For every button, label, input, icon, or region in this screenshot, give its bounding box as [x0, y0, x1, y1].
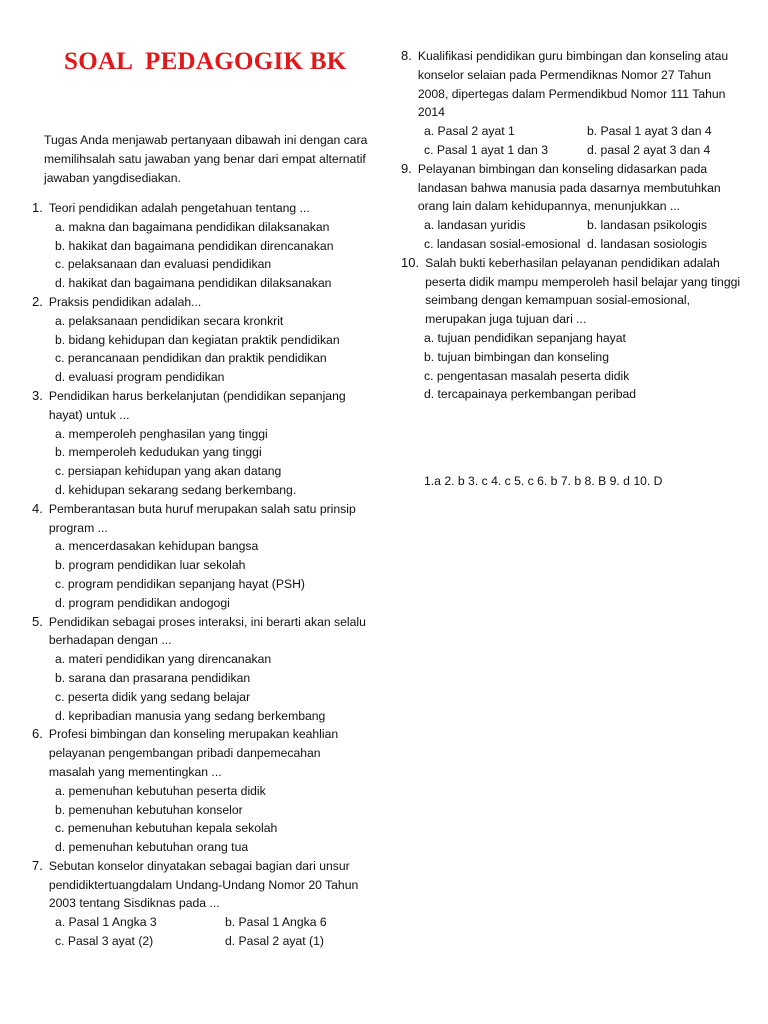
answer-option: d. tercapainaya perkembangan peribad: [424, 387, 637, 402]
answer-options: [32, 650, 367, 725]
question-text: Pelayanan bimbingan dan konseling didasarkan pada landasan bahwa manusia pada dasarnya membutuhkan orang lain dalam kehidupannya, menunjukkan ...: [417, 161, 721, 214]
question-text: Pendidikan sebagai proses interaksi, ini berarti akan selalu berhadapan dengan ...: [48, 614, 366, 648]
answer-options: [32, 913, 367, 951]
answer-option: b. landasan psikologis: [587, 218, 707, 233]
question-text: Kualifikasi pendidikan guru bimbingan dan konseling atau konselor selaian pada Permendiknas Nomor 27 Tahun 2008, dipertegas dalam Permendikbud Nomor 111 Tahun 2014: [417, 49, 729, 120]
question-number: 4.: [32, 500, 43, 516]
questions-left-column: [32, 199, 367, 951]
question-text: Praksis pendidikan adalah...: [48, 294, 202, 309]
answer-option: a. Pasal 2 ayat 1: [424, 124, 515, 139]
answer-option: a. tujuan pendidikan sepanjang hayat: [424, 330, 626, 345]
questions-right-column: [401, 47, 741, 404]
answer-option: c. perancanaan pendidikan dan praktik pendidikan: [55, 351, 327, 366]
answer-option: d. landasan sosiologis: [587, 236, 707, 251]
answer-options: [401, 329, 741, 404]
answer-options: [32, 312, 367, 387]
question-number: 7.: [32, 857, 43, 873]
question-number: 5.: [32, 613, 43, 629]
answer-option: c. peserta didik yang sedang belajar: [55, 689, 251, 704]
answer-option: c. persiapan kehidupan yang akan datang: [55, 464, 282, 479]
question-number: 10.: [401, 254, 420, 270]
question-number: 1.: [32, 200, 43, 215]
answer-options: [32, 218, 367, 293]
answer-option: b. bidang kehidupan dan kegiatan praktik pendidikan: [55, 332, 340, 347]
question-7: [32, 857, 367, 951]
answer-option: b. sarana dan prasarana pendidikan: [55, 670, 251, 685]
answer-option: a. mencerdasakan kehidupan bangsa: [55, 539, 259, 554]
answer-option: d. program pendidikan andogogi: [55, 595, 230, 610]
answer-option: c. landasan sosial-emosional: [424, 236, 581, 251]
answer-options: [32, 425, 367, 500]
question-text: Teori pendidikan adalah pengetahuan tentang ...: [48, 201, 310, 215]
question-1: [32, 199, 367, 293]
answer-option: b. tujuan bimbingan dan konseling: [424, 349, 609, 364]
answer-option: c. pengentasan masalah peserta didik: [424, 368, 630, 383]
question-number: 3.: [32, 387, 43, 403]
question-number: 2.: [32, 293, 43, 309]
question-5: [32, 613, 367, 726]
answer-option: b. hakikat dan bagaimana pendidikan direncanakan: [55, 238, 334, 253]
question-6: [32, 725, 367, 857]
answer-option: c. pelaksanaan dan evaluasi pendidikan: [55, 257, 272, 272]
instructions: Tugas Anda menjawab pertanyaan dibawah ini dengan cara memilihsalah satu jawaban yang benar dari empat alternatif jawaban yangdisediakan.: [44, 133, 368, 185]
answer-option: c. Pasal 3 ayat (2): [55, 934, 154, 949]
question-3: [32, 387, 367, 500]
answer-option: d. evaluasi program pendidikan: [55, 370, 225, 385]
answer-option: b. memperoleh kedudukan yang tinggi: [55, 445, 262, 460]
question-2: [32, 293, 367, 387]
answer-option: b. Pasal 1 Angka 6: [225, 915, 327, 930]
answer-option: d. pasal 2 ayat 3 dan 4: [587, 142, 711, 157]
question-text: Profesi bimbingan dan konseling merupakan keahlian pelayanan pengembangan pribadi danpemecahan masalah yang mementingkan ...: [48, 727, 339, 779]
answer-option: d. hakikat dan bagaimana pendidikan dilaksanakan: [55, 276, 332, 291]
question-number: 9.: [401, 160, 412, 176]
answer-key: 1.a 2. b 3. c 4. c 5. c 6. b 7. b 8. B 9. d 10. D: [424, 474, 663, 488]
answer-options: [401, 122, 741, 160]
question-10: [401, 254, 741, 404]
answer-option: d. pemenuhan kebutuhan orang tua: [55, 840, 249, 855]
answer-options: [401, 216, 741, 254]
question-text: Pendidikan harus berkelanjutan (pendidikan sepanjang hayat) untuk ...: [48, 388, 346, 422]
answer-option: b. Pasal 1 ayat 3 dan 4: [587, 124, 712, 139]
question-number: 6.: [32, 726, 43, 742]
question-text: Sebutan konselor dinyatakan sebagai bagian dari unsur pendidiktertuangdalam Undang-Undang Nomor 20 Tahun 2003 tentang Sisdiknas pada ...: [48, 858, 359, 911]
answer-option: a. makna dan bagaimana pendidikan dilaksanakan: [55, 219, 330, 234]
answer-options: [32, 537, 367, 612]
answer-option: d. kehidupan sekarang sedang berkembang.: [55, 482, 297, 497]
answer-option: a. Pasal 1 Angka 3: [55, 915, 157, 930]
answer-option: c. pemenuhan kebutuhan kepala sekolah: [55, 821, 278, 836]
answer-option: a. memperoleh penghasilan yang tinggi: [55, 426, 268, 441]
answer-option: a. landasan yuridis: [424, 218, 526, 233]
answer-option: a. pelaksanaan pendidikan secara kronkrit: [55, 313, 284, 328]
answer-option: c. program pendidikan sepanjang hayat (PSH): [55, 576, 305, 591]
question-text: Salah bukti keberhasilan pelayanan pendidikan adalah peserta didik mampu memperoleh hasil belajar yang tinggi seimbang dengan kemampuan sosial-emosional, merupakan juga tujuan dari ...: [425, 255, 741, 327]
answer-option: a. materi pendidikan yang direncanakan: [55, 652, 272, 667]
answer-option: b. pemenuhan kebutuhan konselor: [55, 802, 243, 817]
question-8: [401, 47, 741, 160]
answer-option: a. pemenuhan kebutuhan peserta didik: [55, 783, 266, 798]
answer-option: d. kepribadian manusia yang sedang berkembang: [55, 708, 326, 723]
answer-options: [32, 782, 367, 857]
answer-option: d. Pasal 2 ayat (1): [225, 934, 324, 949]
question-text: Pemberantasan buta huruf merupakan salah satu prinsip program ...: [48, 501, 356, 535]
answer-option: c. Pasal 1 ayat 1 dan 3: [424, 142, 548, 157]
page-title: SOAL PEDAGOGIK BK: [64, 48, 347, 75]
question-4: [32, 500, 367, 613]
answer-option: b. program pendidikan luar sekolah: [55, 558, 246, 573]
question-9: [401, 160, 741, 254]
question-number: 8.: [401, 48, 412, 63]
